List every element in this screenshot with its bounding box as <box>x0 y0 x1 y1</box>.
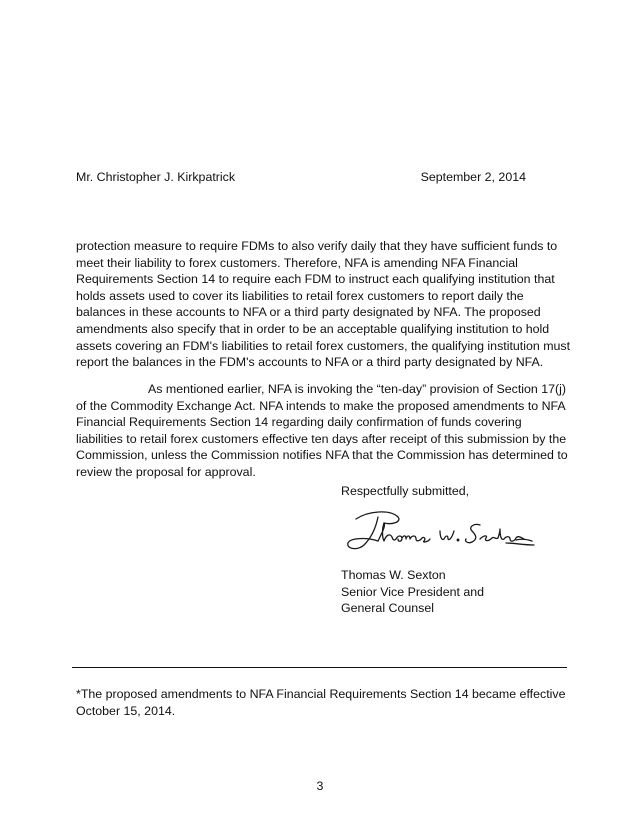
letter-date: September 2, 2014 <box>420 170 526 184</box>
signer-title: Senior Vice President and <box>341 584 485 599</box>
body-paragraph-2-text: As mentioned earlier, NFA is invoking the “ten-day” provision of Section 17(j) of the Commodity Exchange Act. NFA intends to make the proposed amendments to NFA Financial Requirements Section 14 regarding daily confirmation of funds covering liabilities to retail forex customers effective ten days after receipt of this submission by the Commission, unless the Commission notifies NFA that the Commission has determined to review the proposal for approval. <box>76 382 568 479</box>
page-number: 3 <box>316 779 324 793</box>
closing-line: Respectfully submitted, <box>341 484 470 498</box>
recipient-name: Mr. Christopher J. Kirkpatrick <box>76 170 236 184</box>
signer-title-line-2: General Counsel <box>341 601 434 616</box>
signer-block <box>341 567 484 617</box>
signer-name: Thomas W. Sexton <box>341 568 446 582</box>
handwritten-signature <box>338 505 538 557</box>
footnote-divider <box>72 667 567 668</box>
footnote: *The proposed amendments to NFA Financial Requirements Section 14 became effective October 15, 2014. <box>76 687 566 718</box>
body-paragraph-2 <box>76 381 571 481</box>
letter-header <box>76 169 526 186</box>
body-paragraph-1: protection measure to require FDMs to also verify daily that they have sufficient funds to meet their liability to forex customers. Therefore, NFA is amending NFA Financial Requirements Section 14 to require each FDM to instruct each qualifying institution that holds assets used to cover its liabilities to retail forex customers to report daily the balances in these accounts to NFA or a third party designated by NFA. The proposed amendments also specify that in order to be an acceptable qualifying institution to hold assets covering an FDM's liabilities to retail forex customers, the qualifying institution must report the balances in the FDM's accounts to NFA or a third party designated by NFA. <box>76 239 571 370</box>
